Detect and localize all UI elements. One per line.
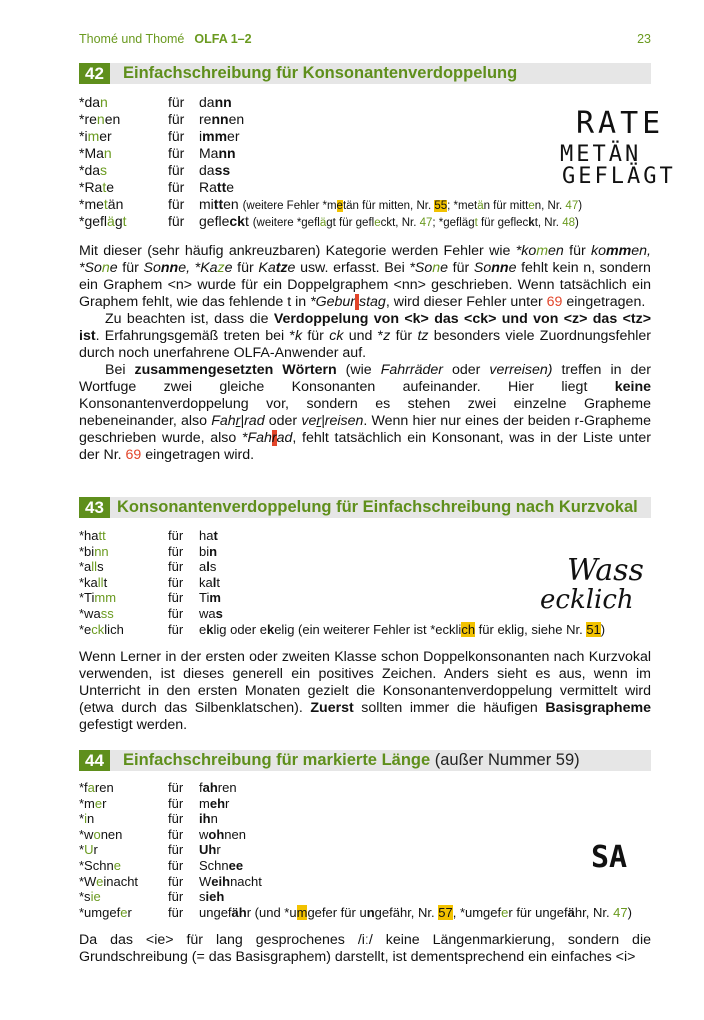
correct-word: dann (199, 94, 232, 110)
correct-word: dass (199, 162, 231, 178)
paragraph: Wenn Lerner in der ersten oder zweiten Klasse schon Doppelkonsonanten nach Kurzvokal verwenden, ist dieses generell ein positives Zeichen. Anders sieht es aus, wenn im Unterricht in den ersten Monaten gezielt die Konsonantenverdoppelung vermittelt wird (etwa durch das Silbenklatschen). Zuerst sollten immer die häufigen Basisgrapheme gefestigt werden. (79, 649, 651, 733)
fuer-label: für (168, 826, 184, 842)
handwriting-sample-geflaegt: GEFLÄGT (562, 164, 676, 189)
fuer-label: für (168, 857, 184, 873)
handwriting-sample-ecklich: ecklich (540, 585, 634, 615)
misspelling: *mer (79, 795, 107, 811)
correct-word: mehr (199, 795, 230, 811)
sec42-body-text (79, 243, 651, 464)
correct-word: immer (199, 128, 240, 144)
misspelling: *wonen (79, 826, 123, 842)
misspelling: *sie (79, 889, 101, 905)
section-42-heading (79, 63, 651, 84)
section-title: Konsonantenverdoppelung für Einfachschreibung nach Kurzvokal (117, 498, 638, 516)
fuer-label: für (168, 528, 184, 543)
correct-word: sieh (199, 889, 225, 905)
section-number: 43 (79, 497, 110, 518)
paragraph: Da das <ie> für lang gesprochenes /iː/ keine Längenmarkierung, sondern die Grundschreibung (= das Basisgraphem) darstellt, ist dementsprechend ein einfaches <i> (79, 932, 651, 965)
misspelling: *alls (79, 559, 104, 575)
misspelling: *das (79, 162, 108, 178)
correct-word: eklig oder ekelig (ein weiterer Fehler ist *ecklich für eklig, siehe Nr. 51) (199, 621, 606, 637)
correct-word: mitten (weitere Fehler *metän für mitten, Nr. 55; *metän für mitten, Nr. 47) (199, 196, 583, 212)
correct-word: fahren (199, 780, 237, 795)
correct-word: Uhr (199, 842, 221, 858)
correct-word: Tim (199, 590, 221, 606)
fuer-label: für (168, 111, 185, 127)
misspelling: *metän (79, 196, 124, 212)
fuer-label: für (168, 94, 185, 110)
misspelling: *Ur (79, 842, 98, 858)
correct-word: wohnen (199, 826, 246, 842)
misspelling: *umgefer (79, 904, 132, 920)
misspelling: *Man (79, 145, 112, 161)
misspelling: *dan (79, 94, 108, 110)
misspelling: *in (79, 811, 95, 827)
misspelling: *wass (79, 605, 114, 621)
correct-word: Mann (199, 145, 236, 161)
correct-word: Weihnacht (199, 873, 262, 889)
misspelling: *Schne (79, 857, 121, 873)
misspelling: *kallt (79, 574, 108, 590)
handwriting-sample-metaen: METÄN (560, 142, 642, 167)
handwriting-sa-text: SA (591, 840, 628, 875)
header-authors: Thomé und Thomé (79, 32, 185, 46)
handwriting-sample-wass: Wass (567, 553, 644, 588)
correct-word: rennen (199, 111, 245, 127)
misspelling: *ecklich (79, 621, 124, 637)
fuer-label: für (168, 128, 185, 144)
misspelling: *faren (79, 780, 114, 795)
fuer-label: für (168, 605, 184, 621)
misspelling: *Weinacht (79, 873, 139, 889)
sec43-body-text (79, 649, 651, 734)
fuer-label: für (168, 162, 185, 178)
fuer-label: für (168, 574, 184, 590)
fuer-label: für (168, 780, 184, 795)
fuer-label: für (168, 889, 184, 905)
section-43-heading (79, 497, 651, 518)
page-header (79, 32, 651, 46)
correct-word: was (199, 605, 223, 621)
correct-word: gefleckt (weitere *geflägt für gefleckt, Nr. 47; *geflägt für gefleckt, Nr. 48) (199, 213, 579, 229)
handwriting-sample-sa (591, 840, 627, 875)
correct-word: hat (199, 528, 218, 543)
correct-word: ungefähr (und *umgefer für ungefähr, Nr. 57, *umgefer für ungefähr, Nr. 47) (199, 904, 632, 920)
fuer-label: für (168, 559, 184, 575)
fuer-label: für (168, 795, 184, 811)
misspelling: *renen (79, 111, 121, 127)
section-number: 42 (79, 63, 110, 84)
handwriting-sample-rate: RATE (576, 106, 665, 141)
section-title: Einfachschreibung für Konsonantenverdoppelung (123, 64, 518, 82)
misspelling: *Timm (79, 590, 117, 606)
fuer-label: für (168, 873, 184, 889)
fuer-label: für (168, 196, 185, 212)
misspelling: *binn (79, 543, 109, 559)
correct-word: kalt (199, 574, 220, 590)
section-number: 44 (79, 750, 110, 771)
correct-word: Schnee (199, 857, 244, 873)
sec44-body-text (79, 932, 651, 966)
fuer-label: für (168, 842, 184, 858)
paragraph: Mit dieser (sehr häufig ankreuzbaren) Kategorie werden Fehler wie *komen für kommen, *Sone für Sonne, *Kaze für Katze usw. erfasst. Bei *Sone für Sonne fehlt kein n, sondern ein Graphem <n> wurde für ein Doppelgraphem <nn> geschrieben. Wenn tatsächlich ein Graphem fehlt, wie das fehlende t in *Gebur stag, wird dieser Fehler unter 69 eingetragen. (79, 243, 651, 310)
paragraph: Bei zusammengesetzten Wörtern (wie Fahrräder oder verreisen) treffen in der Wortfuge zwei gleiche Konsonanten aufeinander. Hier liegt keine Konsonantenverdoppelung vor, sondern es stehen zwei einzelne Grapheme nebeneinander, also Fahr|rad oder ver|reisen. Wenn hier nur eines der beiden r-Grapheme geschrieben wurde, also *Fahrad, fehlt tatsächlich ein Konsonant, was in der Liste unter der Nr. 69 eingetragen wird. (79, 362, 652, 463)
section-title-main: Einfachschreibung für markierte Länge (123, 751, 431, 769)
header-title: OLFA 1–2 (194, 32, 252, 46)
misspelling: *hatt (79, 528, 106, 543)
paragraph: Zu beachten ist, dass die Verdoppelung von <k> das <ck> und von <z> das <tz> ist. Erfahrungsgemäß treten bei *k für ck und *z für tz besonders viele Zuordnungsfehler durch noch unerfahrene OLFA-Anwender auf. (79, 311, 652, 361)
fuer-label: für (168, 213, 185, 229)
page-number: 23 (637, 32, 651, 46)
fuer-label: für (168, 621, 184, 637)
correct-word: ihn (199, 811, 218, 827)
section-title (123, 750, 580, 771)
section-title-extra: (außer Nummer 59) (434, 751, 580, 769)
misspelling: *imer (79, 128, 112, 144)
correct-word: Ratte (199, 179, 235, 195)
correct-word: als (199, 559, 217, 575)
correct-word: bin (199, 543, 218, 559)
fuer-label: für (168, 590, 184, 606)
misspelling: *geflägt (79, 213, 127, 229)
fuer-label: für (168, 811, 184, 827)
fuer-label: für (168, 904, 184, 920)
fuer-label: für (168, 543, 184, 559)
fuer-label: für (168, 145, 185, 161)
misspelling: *Rate (79, 179, 115, 195)
fuer-label: für (168, 179, 185, 195)
section-44-heading (79, 750, 651, 771)
